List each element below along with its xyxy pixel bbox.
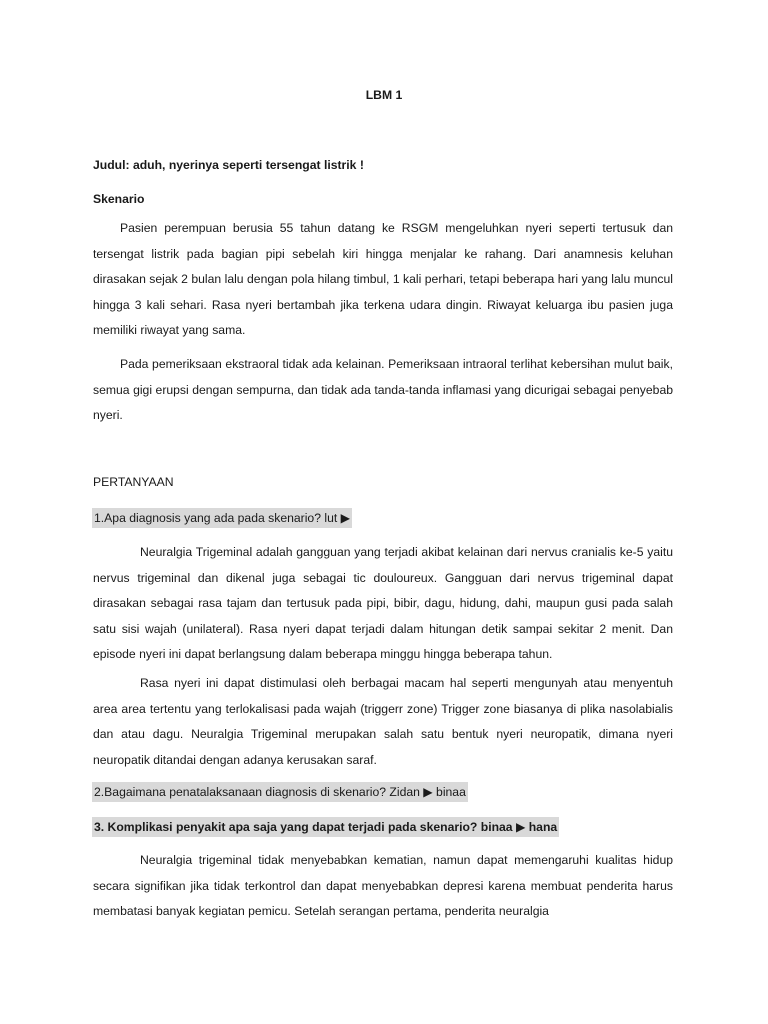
answer-paragraph: Rasa nyeri ini dapat distimulasi oleh berbagai macam hal seperti mengunyah atau menyentuh area area tertentu yang terlokalisasi pada wajah (triggerr zone) Trigger zone biasanya di plika nasolabialis dan atau dagu. Neuralgia Trigeminal merupakan salah satu bentuk nyeri neuropatik, dimana nyeri neuropatik ditandai dengan adanya kerusakan saraf. — [93, 676, 673, 767]
answer-paragraph: Neuralgia Trigeminal adalah gangguan yang terjadi akibat kelainan dari nervus cranialis ke-5 yaitu nervus trigeminal dan dikenal juga sebagai tic douloureux. Gangguan dari nervus trigeminal dapat dirasakan sebagai rasa tajam dan tertusuk pada pipi, bibir, dagu, hidung, dahi, maupun gusi pada salah satu sisi wajah (unilateral). Rasa nyeri dapat terjadi dalam hitungan detik sampai sekitar 2 menit. Dan episode nyeri ini dapat berlangsung dalam beberapa minggu hingga beberapa tahun. — [93, 545, 673, 662]
question-1: 1.Apa diagnosis yang ada pada skenario? lut ▶ — [92, 508, 352, 528]
scenario-paragraph: Pada pemeriksaan ekstraoral tidak ada kelainan. Pemeriksaan intraoral terlihat kebersihan mulut baik, semua gigi erupsi dengan sempurna, dan tidak ada tanda-tanda inflamasi yang dicurigai sebagai penyebab nyeri. — [93, 357, 673, 423]
scenario-paragraph: Pasien perempuan berusia 55 tahun datang ke RSGM mengeluhkan nyeri seperti tertusuk dan tersengat listrik pada bagian pipi sebelah kiri hingga menjalar ke rahang. Dari anamnesis keluhan dirasakan sejak 2 bulan lalu dengan pola hilang timbul, 1 kali perhari, tetapi beberapa hari yang lalu muncul hingga 3 kali sehari. Rasa nyeri bertambah jika terkena udara dingin. Riwayat keluarga ibu pasien juga memiliki riwayat yang sama. — [93, 221, 673, 338]
question-2: 2.Bagaimana penatalaksanaan diagnosis di skenario? Zidan ▶ binaa — [92, 782, 468, 802]
scenario-heading: Skenario — [93, 192, 145, 206]
document-title: LBM 1 — [365, 88, 403, 102]
questions-heading: PERTANYAAN — [93, 475, 174, 489]
judul-line: Judul: aduh, nyerinya seperti tersengat listrik ! — [93, 158, 364, 172]
question-3: 3. Komplikasi penyakit apa saja yang dapat terjadi pada skenario? binaa ▶ hana — [92, 817, 559, 837]
answer-paragraph: Neuralgia trigeminal tidak menyebabkan kematian, namun dapat memengaruhi kualitas hidup secara signifikan jika tidak terkontrol dan dapat menyebabkan depresi karena membuat penderita harus membatasi banyak kegiatan pemicu. Setelah serangan pertama, penderita neuralgia — [93, 853, 673, 919]
